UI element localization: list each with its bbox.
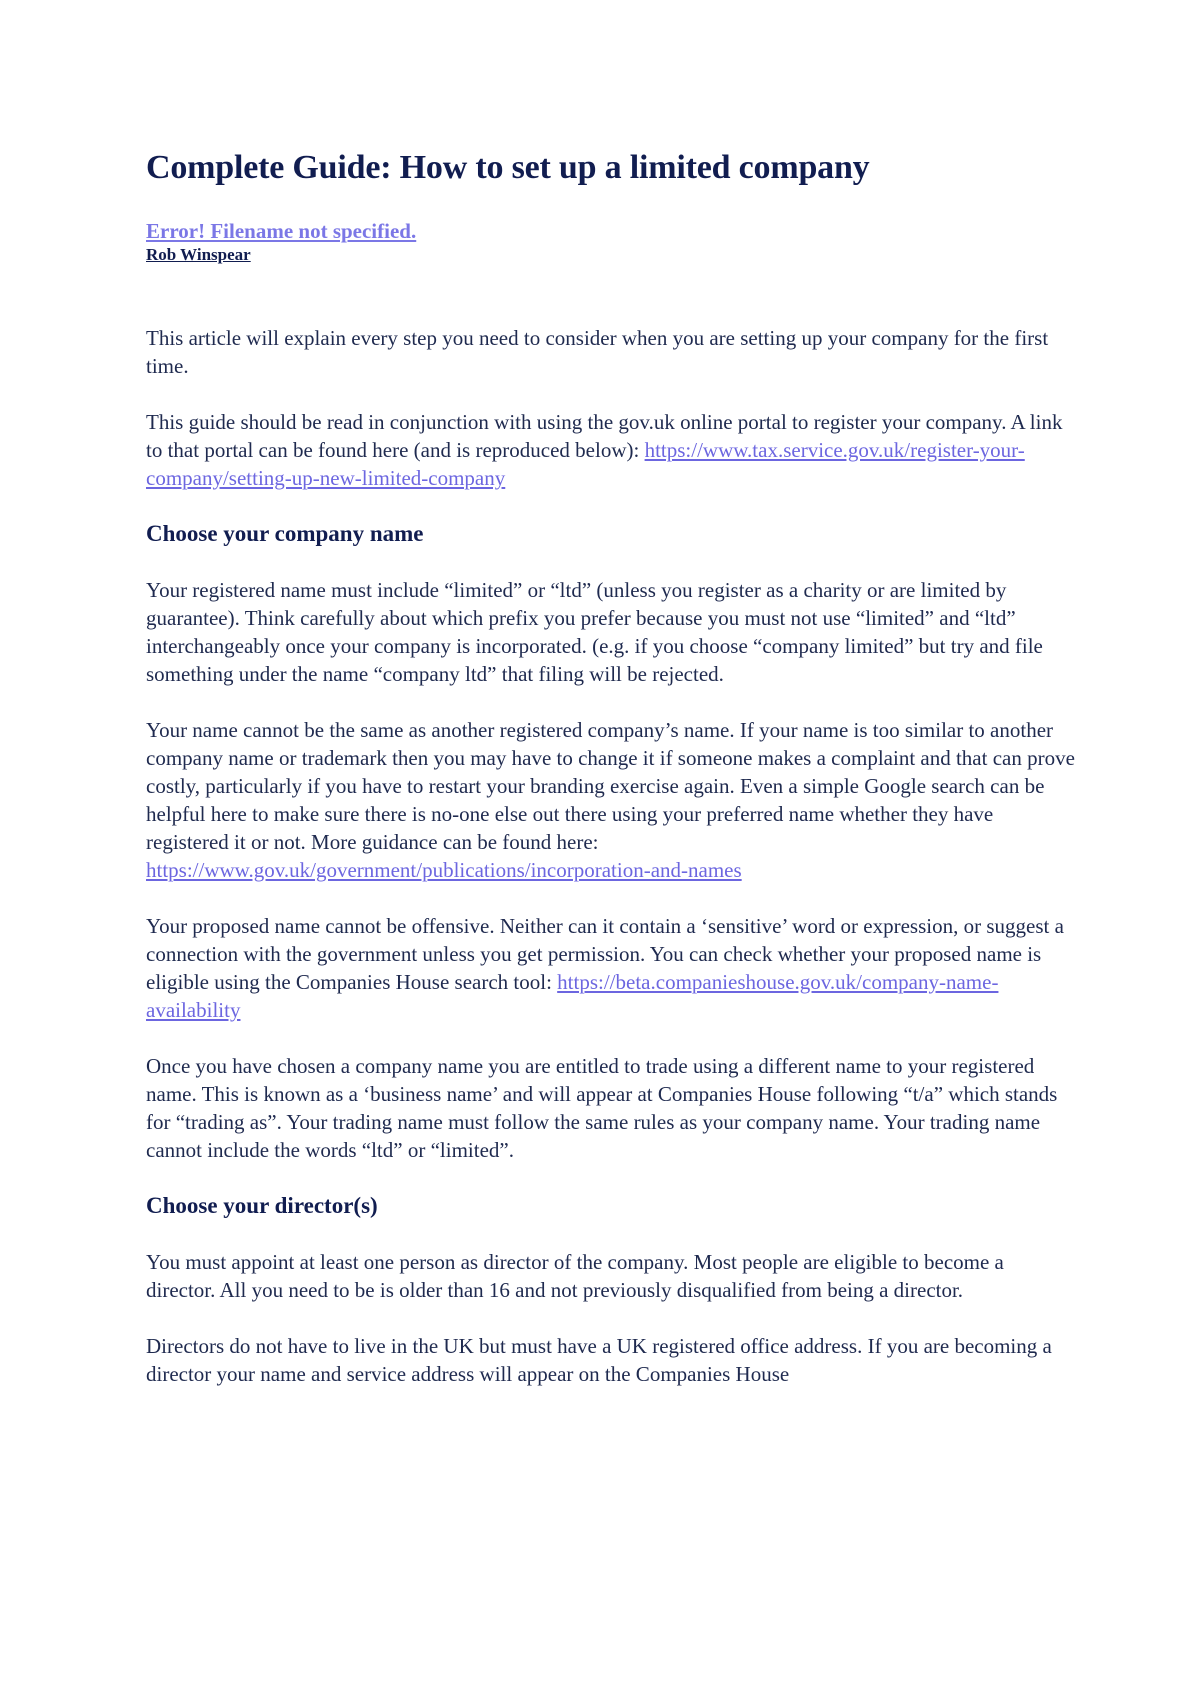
register-company-link[interactable]: https://www.tax.service.gov.uk/register-your-company/setting-up-new-limited-company — [146, 438, 1025, 490]
name-availability-link[interactable]: https://beta.companieshouse.gov.uk/company-name-availability — [146, 970, 999, 1022]
author-link[interactable]: Rob Winspear — [146, 245, 251, 264]
error-filename-link[interactable]: Error! Filename not specified. — [146, 219, 417, 243]
document-page — [146, 146, 1076, 1388]
intro-paragraph-1: This article will explain every step you need to consider when you are setting up your company for the first time. — [146, 326, 1049, 378]
incorporation-names-link[interactable]: https://www.gov.uk/government/publications/incorporation-and-names — [146, 858, 742, 882]
company-name-paragraph-2 — [146, 716, 1076, 884]
company-name-paragraph-2-text: Your name cannot be the same as another registered company’s name. If your name is too similar to another company name or trademark then you may have to change it if someone makes a complaint and that can prove costly, particularly if you have to restart your branding exercise again. Even a simple Google search can be helpful here to make sure there is no-one else out there using your preferred name whether they have registered it or not. More guidance can be found here: — [146, 718, 1075, 854]
page-title: Complete Guide: How to set up a limited company — [146, 149, 870, 186]
intro-paragraph-2 — [146, 408, 1076, 492]
heading-company-name: Choose your company name — [146, 521, 424, 546]
company-name-paragraph-3 — [146, 912, 1076, 1024]
company-name-paragraph-3-text: Your proposed name cannot be offensive. Neither can it contain a ‘sensitive’ word or expression, or suggest a connection with the government unless you get permission. You can check whether your proposed name is eligible using the Companies House search tool: — [146, 914, 1064, 994]
directors-paragraph-2: Directors do not have to live in the UK but must have a UK registered office address. If you are becoming a director your name and service address will appear on the Companies House — [146, 1334, 1052, 1386]
company-name-paragraph-1: Your registered name must include “limited” or “ltd” (unless you register as a charity or are limited by guarantee). Think carefully about which prefix you prefer because you must not use “limited” and “ltd” interchangeably once your company is incorporated. (e.g. if you choose “company limited” but try and file something under the name “company ltd” that filing will be rejected. — [146, 578, 1043, 686]
intro-paragraph-2-text: This guide should be read in conjunction with using the gov.uk online portal to register your company. A link to that portal can be found here (and is reproduced below): — [146, 410, 1063, 462]
heading-directors: Choose your director(s) — [146, 1193, 378, 1218]
company-name-paragraph-4: Once you have chosen a company name you are entitled to trade using a different name to your registered name. This is known as a ‘business name’ and will appear at Companies House following “t/a” which stands for “trading as”. Your trading name must follow the same rules as your company name. Your trading name cannot include the words “ltd” or “limited”. — [146, 1054, 1058, 1162]
directors-paragraph-1: You must appoint at least one person as director of the company. Most people are eligible to become a director. All you need to be is older than 16 and not previously disqualified from being a director. — [146, 1250, 1004, 1302]
